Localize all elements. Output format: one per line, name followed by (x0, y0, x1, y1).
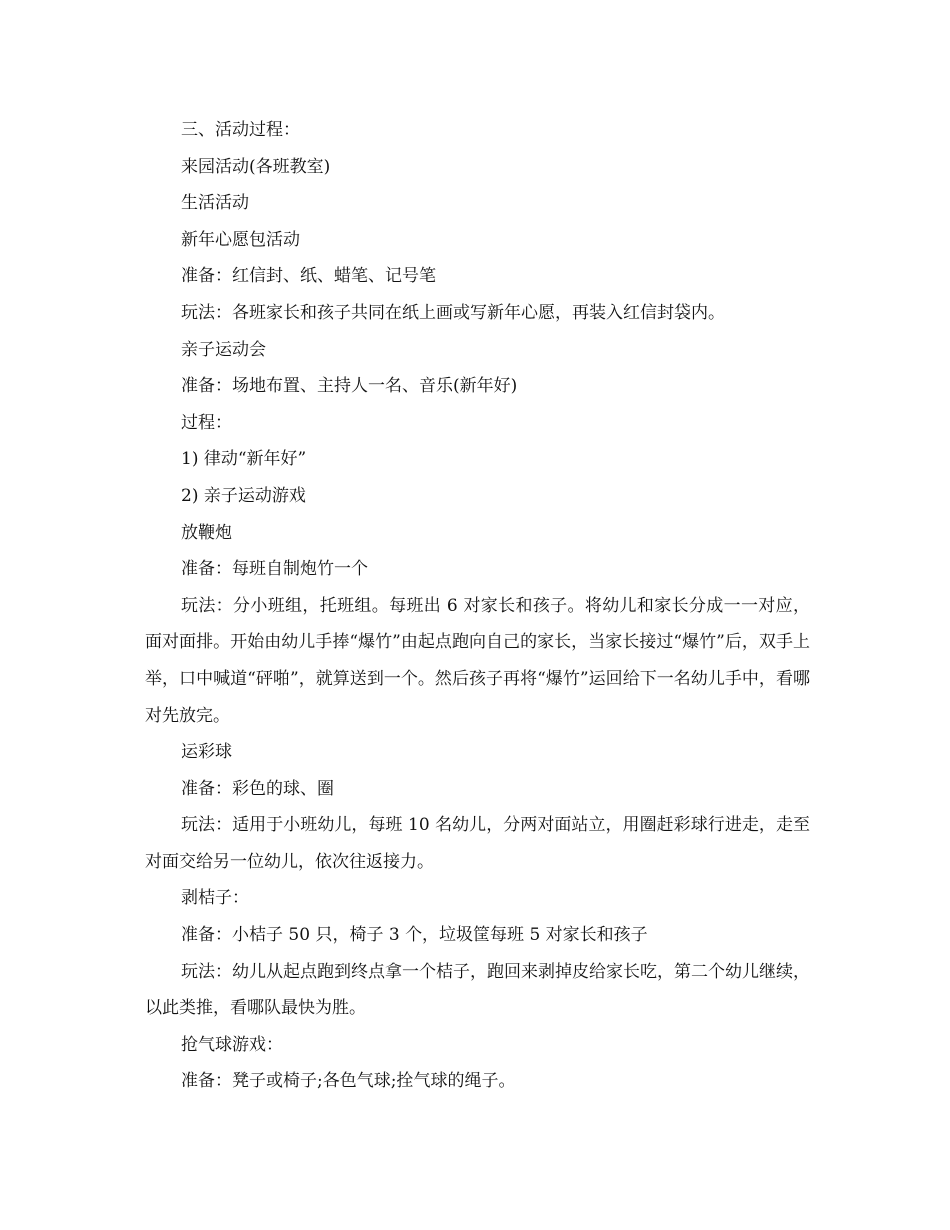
orange-peeling-game-title: 剥桔子： (181, 888, 249, 909)
item-wish-bag-title: 新年心愿包活动 (181, 229, 300, 250)
sports-meet-process-label: 过程： (181, 412, 232, 433)
firecracker-preparation: 准备：每班自制炮竹一个 (181, 559, 368, 580)
orange-peeling-rules: 玩法：幼儿从起点跑到终点拿一个桔子，跑回来剥掉皮给家长吃，第二个幼儿继续，以此类推，看哪队最快为胜。 (145, 961, 810, 1019)
balloon-game-preparation: 准备：凳子或椅子;各色气球;拴气球的绳子。 (181, 1071, 516, 1092)
color-ball-rules: 玩法：适用于小班幼儿，每班 10 名幼儿，分两对面站立，用圈赶彩球行进走，走至对面交给另一位幼儿，依次往返接力。 (145, 815, 810, 872)
orange-peeling-preparation: 准备：小桔子 50 只，椅子 3 个，垃圾筐每班 5 对家长和孩子 (181, 925, 648, 946)
process-step-2: 2) 亲子运动游戏 (181, 485, 306, 506)
sports-meet-preparation: 准备：场地布置、主持人一名、音乐(新年好) (181, 376, 518, 397)
wish-bag-preparation: 准备：红信封、纸、蜡笔、记号笔 (181, 266, 436, 287)
balloon-game-title: 抢气球游戏： (181, 1034, 283, 1055)
process-step-1: 1) 律动“新年好” (181, 449, 307, 470)
section-heading: 三、活动过程： (181, 120, 300, 140)
item-daily-activity: 生活活动 (181, 193, 249, 214)
color-ball-game-title: 运彩球 (181, 742, 232, 763)
wish-bag-rules: 玩法：各班家长和孩子共同在纸上画或写新年心愿，再装入红信封袋内。 (181, 302, 725, 323)
firecracker-game-title: 放鞭炮 (181, 522, 232, 543)
document-body (145, 112, 810, 1100)
firecracker-rules: 玩法：分小班组，托班组。每班出 6 对家长和孩子。将幼儿和家长分成一一对应，面对面排。开始由幼儿手捧“爆竹”由起点跑向自己的家长，当家长接过“爆竹”后，双手上举，口中喊道“砰啪”，就算送到一个。然后孩子再将“爆竹”运回给下一名幼儿手中，看哪对先放完。 (145, 595, 810, 726)
item-arrival-activity: 来园活动(各班教室) (181, 156, 331, 177)
color-ball-preparation: 准备：彩色的球、圈 (181, 778, 334, 799)
sports-meet-title: 亲子运动会 (181, 339, 266, 360)
